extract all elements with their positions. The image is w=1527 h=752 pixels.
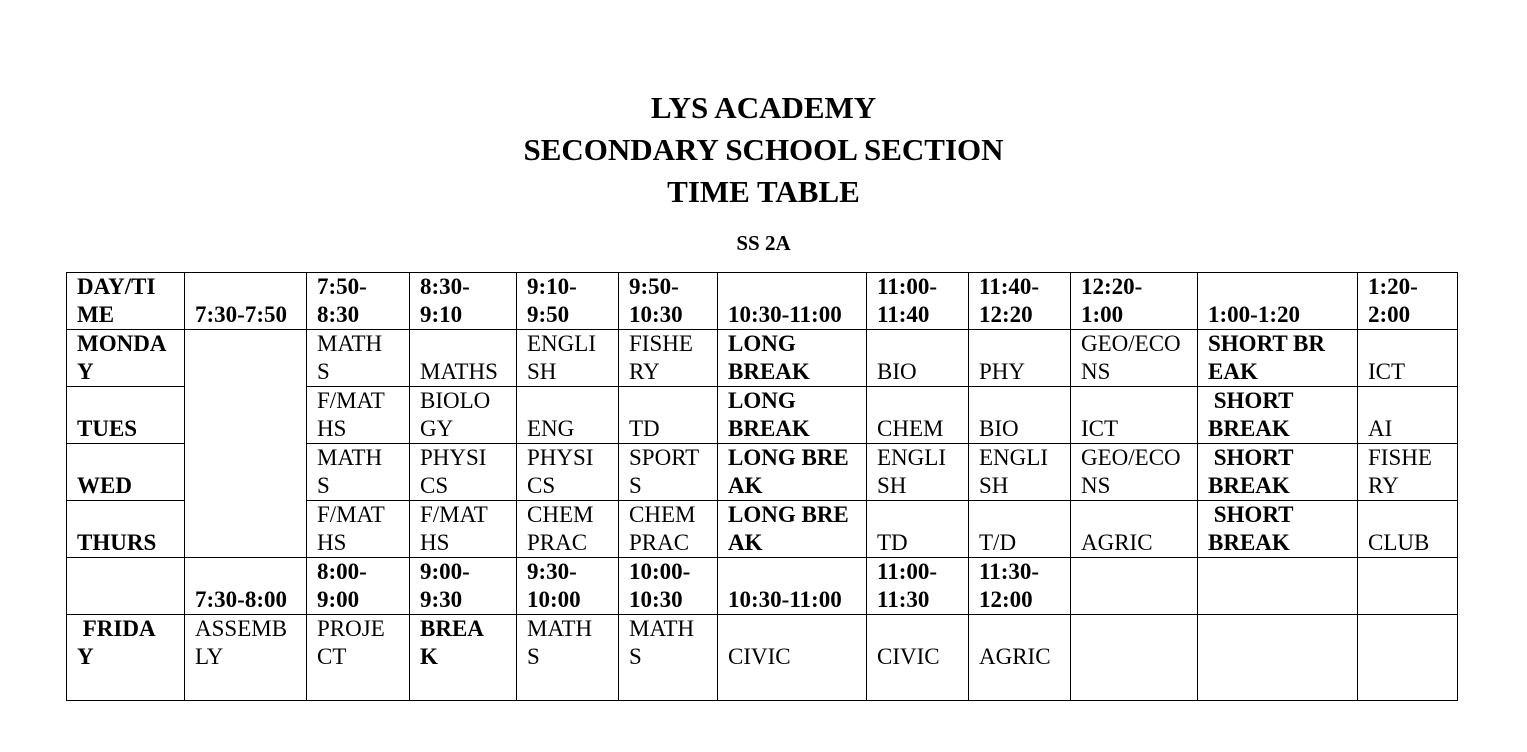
- subject-cell: AGRIC: [969, 615, 1071, 701]
- header-cell: 10:00- 10:30: [619, 558, 718, 615]
- header-cell: 12:20- 1:00: [1071, 273, 1198, 330]
- subject-cell: FISHE RY: [619, 330, 718, 387]
- subject-cell: GEO/ECO NS: [1071, 330, 1198, 387]
- subject-cell: ENGLI SH: [969, 444, 1071, 501]
- class-name: SS 2A: [736, 231, 791, 255]
- subject-cell: BIO: [969, 387, 1071, 444]
- subject-cell: F/MAT HS: [307, 387, 410, 444]
- subject-cell: MATH S: [307, 330, 410, 387]
- header-cell: 11:00- 11:30: [867, 558, 969, 615]
- subject-cell: AGRIC: [1071, 501, 1198, 558]
- subject-cell: BIO: [867, 330, 969, 387]
- section-title: SECONDARY SCHOOL SECTION: [523, 132, 1004, 167]
- subject-cell: CIVIC: [718, 615, 867, 701]
- header-cell: 11:00- 11:40: [867, 273, 969, 330]
- table-row-header: [67, 273, 1458, 330]
- header-cell: 7:30-7:50: [185, 273, 307, 330]
- subject-cell: CLUB: [1358, 501, 1458, 558]
- subject-cell: SPORT S: [619, 444, 718, 501]
- header-cell: [1071, 558, 1198, 615]
- subject-cell: ENGLI SH: [867, 444, 969, 501]
- header-cell: 9:00- 9:30: [410, 558, 517, 615]
- document-title: TIME TABLE: [667, 174, 860, 209]
- subject-cell: FISHE RY: [1358, 444, 1458, 501]
- break-cell: BREA K: [410, 615, 517, 701]
- subject-cell: CHEM PRAC: [517, 501, 619, 558]
- subject-cell: MATH S: [619, 615, 718, 701]
- break-cell: LONG BRE AK: [718, 501, 867, 558]
- subject-cell: TD: [619, 387, 718, 444]
- table-row-friday: [67, 615, 1458, 701]
- subject-cell: F/MAT HS: [307, 501, 410, 558]
- subject-cell: PROJE CT: [307, 615, 410, 701]
- subject-cell: MATHS: [410, 330, 517, 387]
- break-cell: SHORT BREAK: [1198, 501, 1358, 558]
- day-cell-friday: FRIDA Y: [67, 615, 185, 701]
- header-cell: [1358, 558, 1458, 615]
- header-cell: 11:30- 12:00: [969, 558, 1071, 615]
- break-cell: SHORT BR EAK: [1198, 330, 1358, 387]
- break-cell: LONG BRE AK: [718, 444, 867, 501]
- break-cell: SHORT BREAK: [1198, 387, 1358, 444]
- subject-cell: F/MAT HS: [410, 501, 517, 558]
- subject-cell: TD: [867, 501, 969, 558]
- empty-cell: [1358, 615, 1458, 701]
- header-cell: 9:50- 10:30: [619, 273, 718, 330]
- table-row-monday: [67, 330, 1458, 387]
- subject-cell: MATH S: [517, 615, 619, 701]
- subject-cell: PHY: [969, 330, 1071, 387]
- subject-cell: GEO/ECO NS: [1071, 444, 1198, 501]
- header-cell: 9:10- 9:50: [517, 273, 619, 330]
- header-cell: 10:30-11:00: [718, 558, 867, 615]
- header-cell: 11:40- 12:20: [969, 273, 1071, 330]
- break-cell: LONG BREAK: [718, 387, 867, 444]
- header-cell: 9:30- 10:00: [517, 558, 619, 615]
- break-cell: SHORT BREAK: [1198, 444, 1358, 501]
- empty-cell: [1071, 615, 1198, 701]
- subject-cell: PHYSI CS: [517, 444, 619, 501]
- subject-cell: ICT: [1358, 330, 1458, 387]
- school-name: LYS ACADEMY: [650, 90, 877, 125]
- table-row-friday-times: [67, 558, 1458, 615]
- header-cell: 1:00-1:20: [1198, 273, 1358, 330]
- header-cell: 8:00- 9:00: [307, 558, 410, 615]
- subject-cell: CHEM: [867, 387, 969, 444]
- header-cell: 8:30- 9:10: [410, 273, 517, 330]
- header-cell: 7:50- 8:30: [307, 273, 410, 330]
- subject-cell: CHEM PRAC: [619, 501, 718, 558]
- subject-cell: ICT: [1071, 387, 1198, 444]
- header-cell-day: DAY/TI ME: [67, 273, 185, 330]
- subject-cell: BIOLO GY: [410, 387, 517, 444]
- header-cell: 10:30-11:00: [718, 273, 867, 330]
- empty-merged-cell: [185, 330, 307, 558]
- empty-cell: [1198, 615, 1358, 701]
- day-cell-monday: MONDA Y: [67, 330, 185, 387]
- header-cell: [67, 558, 185, 615]
- subject-cell: ASSEMB LY: [185, 615, 307, 701]
- subject-cell: T/D: [969, 501, 1071, 558]
- subject-cell: MATH S: [307, 444, 410, 501]
- subject-cell: ENGLI SH: [517, 330, 619, 387]
- subject-cell: PHYSI CS: [410, 444, 517, 501]
- subject-cell: ENG: [517, 387, 619, 444]
- header-cell: [1198, 558, 1358, 615]
- break-cell: LONG BREAK: [718, 330, 867, 387]
- day-cell-tuesday: TUES: [67, 387, 185, 444]
- day-cell-wednesday: WED: [67, 444, 185, 501]
- day-cell-thursday: THURS: [67, 501, 185, 558]
- subject-cell: CIVIC: [867, 615, 969, 701]
- header-cell: 7:30-8:00: [185, 558, 307, 615]
- subject-cell: AI: [1358, 387, 1458, 444]
- header-cell: 1:20- 2:00: [1358, 273, 1458, 330]
- timetable: [66, 272, 1458, 701]
